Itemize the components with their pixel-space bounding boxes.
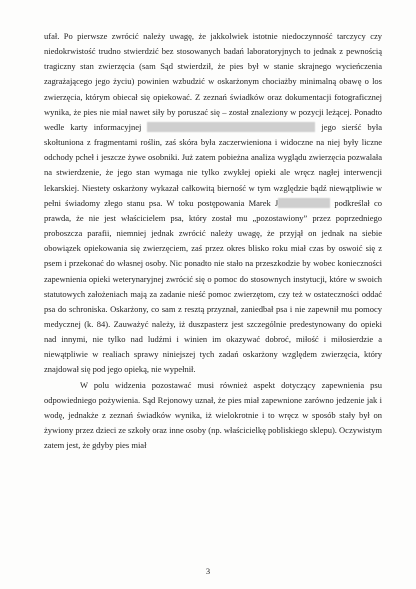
paragraph-2: [44, 378, 382, 454]
paragraph-1: [44, 29, 382, 378]
redacted-name-block: [147, 122, 315, 132]
redacted-surname-block: [278, 198, 330, 208]
paragraph-2-text: W polu widzenia pozostawać musi również aspekt dotyczący zapewnienia psu odpowiedniego pożywienia. Sąd Rejonowy uznał, że pies miał zapewnione zarówno jedzenie jak i wodę, jednakże z zeznań świadków wynika, iż wielokrotnie i to wręcz w sposób stały był on żywiony przez dzieci ze szkoły oraz inne osoby (np. właścicielkę pobliskiego sklepu). Oczywistym zatem jest, że gdyby pies miał: [44, 379, 383, 451]
paragraph-1-text-b: jego sierść była skołtuniona z fragmentami roślin, zaś skóra była zaczerwieniona i widoczne na niej były liczne odchody pcheł i jeszcze żywe osobniki. Już zatem pobieżna analiza wyglądu zwierzęcia pozwalała na stwierdzenie, że jego stan wymaga nie tylko zwykłej opieki ale wręcz nagłej interwencji lekarskiej. Niestety oskarżony wykazał całkowitą bierność w tym względzie bądź niewątpliwie w pełni świadomy złego stanu psa. W toku postępowania Marek J: [44, 121, 382, 208]
page-number: 3: [205, 566, 211, 576]
paragraph-1-text-a: ufał. Po pierwsze zwrócić należy uwagę, że jakkolwiek istotnie niedoczynność tarczycy czy niedokrwistość trudno stwierdzić bez stosowanych badań laboratoryjnych to jednak z pewnością tragiczny stan zwierzęcia (sam Sąd stwierdził, że pies był w stanie skrajnego wycieńczenia zagrażającego jego życiu) powinien wzbudzić w oskarżonym chociażby minimalną obawę o los zwierzęcia, którym obiecał się opiekować. Z zeznań świadków oraz dokumentacji fotograficznej wynika, że pies nie miał nawet siły by poruszać się – został znaleziony w pozycji leżącej. Ponadto wedle karty informacyjnej: [44, 31, 382, 132]
paragraph-1-text-c: podkreślał co prawda, że nie jest właścicielem psa, który został mu „pozostawiony” przez poprzedniego proboszcza parafii, niemniej jednak zwrócić należy uwagę, że przyjął on jednak na siebie obowiązek opiekowania się zwierzęciem, zaś przez okres blisko roku miał czas by oswoić się z psem i przekonać do własnej osoby. Nic ponadto nie stało na przeszkodzie by wobec konieczności zapewnienia opieki weterynaryjnej zwrócić się o pomoc do stosownych instytucji, które w swoich statutowych założeniach mają za zadanie nieść pomoc zwierzętom, czy też w ostateczności oddać psa do schroniska. Oskarżony, co sam z resztą przyznał, zaniedbał psa i nie zapewnił mu pomocy medycznej (k. 84). Zauważyć należy, iż duszpasterz jest szczególnie predestynowany do opieki nad innymi, nie tylko nad ludźmi i winien im okazywać dobroć, miłość i miłosierdzie a niewątpliwie w realiach sprawy niniejszej tych zadań oskarżony względem zwierzęcia, który znajdował się pod jego opieką, nie wypełnił.: [44, 197, 382, 375]
document-body: [44, 29, 382, 453]
